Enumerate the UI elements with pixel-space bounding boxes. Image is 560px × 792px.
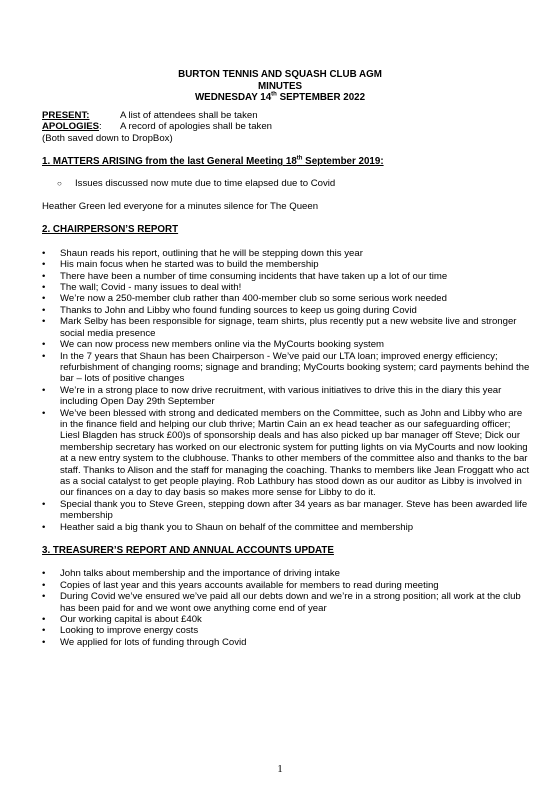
section-2-list	[42, 248, 532, 533]
section-3-list	[42, 568, 532, 648]
club-title: BURTON TENNIS AND SQUASH CLUB AGM	[178, 69, 382, 80]
list-item: • The wall; Covid - many issues to deal with!	[42, 282, 532, 293]
present-text: A list of attendees shall be taken	[120, 110, 258, 121]
document-body	[42, 110, 532, 648]
list-item: • Mark Selby has been responsible for signage, team shirts, plus recently put a new website live and stronger social media presence	[42, 316, 532, 339]
meeting-date: WEDNESDAY 14th SEPTEMBER 2022	[194, 91, 366, 103]
list-item: • His main focus when he started was to build the membership	[42, 259, 532, 270]
present-line	[42, 110, 532, 121]
list-item: • Copies of last year and this years accounts available for members to read during meeting	[42, 580, 532, 591]
apologies-label: APOLOGIES	[42, 121, 100, 133]
list-item: • In the 7 years that Shaun has been Chairperson - We’ve paid our LTA loan; improved energy efficiency; refurbishment of changing rooms; signage and branding; MyCourts booking system; card payments behind the bar – lots of positive changes	[42, 351, 532, 385]
section-1-list	[42, 178, 532, 189]
section-3-heading: 3. TREASURER’S REPORT AND ANNUAL ACCOUNTS UPDATE	[42, 545, 334, 556]
list-item: • We applied for lots of funding through Covid	[42, 637, 532, 648]
list-item: • We’ve been blessed with strong and dedicated members on the Committee, such as John and Libby who are in the finance field and helping our club thrive; Martin Cain an ex head teacher as our safeguarding officer; Liesl Blagden has struck £00)s of sponsorship deals and has also picked up bar manager off Steve; Dick our membership secretary has worked on our electronic system for putting lights on via MyCourts and now looking at a new entry system to the clubhouse. Thanks to other members of the committee also and thanks to the bar staff. Thanks to Alison and the staff for managing the coaching. Thanks to members like Jean Froggatt who act as a social catalyst to get people playing. Rob Lathbury has stood down as our auditor as Libby is involved in our finances on a day to day basis so makes more sense for Libby to do it.	[42, 408, 532, 499]
list-item: ○ Issues discussed now mute due to time elapsed due to Covid	[42, 178, 532, 189]
saved-note: (Both saved down to DropBox)	[42, 132, 173, 144]
silence-note: Heather Green led everyone for a minutes silence for The Queen	[42, 201, 319, 213]
list-item: • During Covid we’ve ensured we’ve paid all our debts down and we’re in a strong position; all work at the club has been paid for and we wont owe anything come end of year	[42, 591, 532, 614]
list-item: • We’re now a 250-member club rather than 400-member club so some serious work needed	[42, 293, 532, 304]
page-number: 1	[277, 763, 283, 775]
document-header	[0, 69, 560, 104]
list-item: • Looking to improve energy costs	[42, 625, 532, 636]
list-item: • There have been a number of time consuming incidents that have taken up a lot of our time	[42, 271, 532, 282]
list-item: • We’re in a strong place to now drive recruitment, with various initiatives to drive this in the diary this year including Open Day 29th September	[42, 385, 532, 408]
present-label: PRESENT:	[42, 110, 90, 121]
section-1-heading: 1. MATTERS ARISING from the last General Meeting 18th September 2019:	[42, 155, 384, 168]
section-2-heading: 2. CHAIRPERSON’S REPORT	[42, 224, 179, 236]
list-item: • Our working capital is about £40k	[42, 614, 532, 625]
list-item: • Special thank you to Steve Green, stepping down after 34 years as bar manager. Steve has been awarded life membership	[42, 499, 532, 522]
list-item: • Heather said a big thank you to Shaun on behalf of the committee and membership	[42, 522, 532, 533]
list-item: • Shaun reads his report, outlining that he will be stepping down this year	[42, 248, 532, 259]
list-item: • Thanks to John and Libby who found funding sources to keep us going during Covid	[42, 305, 532, 316]
apologies-line: APOLOGIES: A record of apologies shall be taken	[42, 121, 273, 133]
apologies-text: A record of apologies shall be taken	[120, 121, 273, 133]
minutes-title: MINUTES	[257, 80, 303, 92]
list-item: • We can now process new members online via the MyCourts booking system	[42, 339, 532, 350]
list-item: • John talks about membership and the importance of driving intake	[42, 568, 532, 579]
